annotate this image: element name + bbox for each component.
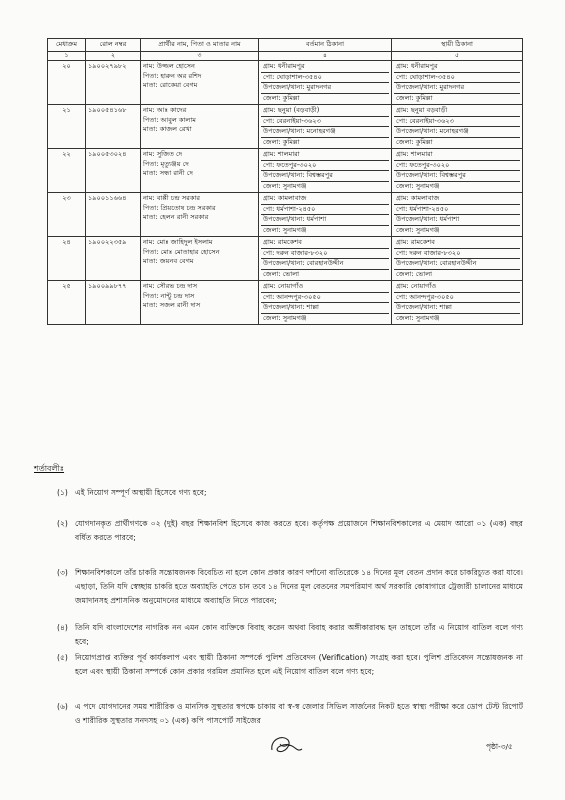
permanent-address-cell (392, 237, 523, 281)
address-line: জেলা: সুনামগঞ্জ (263, 181, 307, 190)
name-line: মাতা: কাজল রেখা (143, 125, 192, 133)
condition-text: শিক্ষানবিশকালে তাঁর চাকরি সন্তোষজনক বিবেচিত না হলে কোন প্রকার কারণ দর্শানো ব্যতিরেকে ১৪ দিনের মূল বেতন প্রদান করে চাকরিচ্যুত করা যাবে। এছাড়া, তিনি যদি স্বেচ্ছায় চাকরি হতে অব্যাহতি পেতে চান তবে ১৪ দিনের মূল বেতনের সমপরিমাণ অর্থ সরকারি কোষাগারে ট্রেজারী চালানের মাধ্যমে জমাদানসহ প্রশাসনিক অনুমোদনের মাধ্যমে অব্যাহতি নিতে পারবেন; (75, 568, 523, 605)
permanent-address-cell (392, 105, 523, 149)
conditions-title: শর্তাবলীঃ (34, 464, 65, 473)
name-line: মাতা: সজল রানী দাস (143, 301, 201, 309)
address-line: পো: বেরনাইয়া-৩৬২৩ (261, 117, 389, 128)
address-line: গ্রাম: কামলাবাজ (394, 194, 520, 205)
address-line: জেলা: কুমিল্লা (396, 93, 433, 102)
address-line: গ্রাম: শালমারা (394, 150, 520, 161)
address-line: পো: আনন্দপুর-৩০৫০ (261, 293, 389, 304)
address-line: গ্রাম: নোয়াগাঁও (394, 282, 520, 293)
col-number: ২ (86, 52, 141, 61)
condition-text: এই নিয়োগ সম্পূর্ণ অস্থায়ী হিসেবে গণ্য হবে; (75, 488, 207, 497)
address-line: উপজেলা/থানা: শাল্লা (261, 303, 389, 314)
header-roll: রোল নম্বর (86, 39, 141, 52)
address-line: পো: দরুন বাজার-৮৩২০ (394, 249, 520, 260)
address-line: গ্রাম: শালমারা (261, 150, 389, 161)
address-line: গ্রাম: নোয়াগাঁও (261, 282, 389, 293)
name-line: পিতা: মোঃ মোতাহার হোসেন (143, 247, 220, 256)
col-number: ৪ (259, 52, 392, 61)
name-cell (141, 105, 259, 149)
address-line: জেলা: কুমিল্লা (263, 137, 300, 146)
condition-number: (২) (57, 519, 68, 528)
serial-cell: ২০ (48, 61, 86, 105)
address-line: পো: ঘোড়াশাল-৩৫৪০ (261, 73, 389, 84)
name-line: মাতা: সন্ধা রানী দে (143, 169, 193, 177)
address-line: পো: বেরনাইয়া-৩৬২৩ (394, 117, 520, 128)
header-present-address: বর্তমান ঠিকানা (259, 39, 392, 52)
address-line: গ্রাম: কামলাবাজ (261, 194, 389, 205)
permanent-address-cell (392, 193, 523, 237)
name-line: পিতা: মৃত্যুঞ্জয় দে (143, 159, 189, 168)
present-address-cell (259, 281, 392, 325)
roll-cell: ১৯০০৫৩০২৪ (86, 149, 141, 193)
present-address-cell (259, 149, 392, 193)
address-line: উপজেলা/থানা: বোরহানউদ্দীন (261, 259, 389, 270)
condition-number: (৪) (57, 623, 68, 632)
roll-cell: ১৯০০৯৯৮৭৭ (86, 281, 141, 325)
col-number: ৫ (392, 52, 523, 61)
address-line: উপজেলা/থানা: মনোহরগঞ্জ (394, 127, 520, 138)
address-line: উপজেলা/থানা: বোরহানউদ্দীন (394, 259, 520, 270)
name-line: নাম: আঃ কাদের (143, 106, 187, 114)
address-line: পো: ফতেপুর-৩০২০ (261, 161, 389, 172)
address-line: উপজেলা/থানা: ধর্মপাশা (261, 215, 389, 226)
name-cell (141, 193, 259, 237)
address-line: উপজেলা/থানা: বিশ্বম্ভরপুর (261, 171, 389, 182)
permanent-address-cell (392, 281, 523, 325)
name-cell (141, 149, 259, 193)
present-address-cell (259, 105, 392, 149)
table-row (48, 281, 523, 325)
name-line: পিতা: হারুন অর রশিদ (143, 71, 202, 80)
roll-cell: ১৯০০২২৩৫৯ (86, 237, 141, 281)
name-cell (141, 237, 259, 281)
condition-number: (৩) (57, 568, 68, 577)
address-line: জেলা: সুনামগঞ্জ (396, 225, 440, 234)
address-line: উপজেলা/থানা: মনোহরগঞ্জ (261, 127, 389, 138)
address-line: উপজেলা/থানা: মুরাদনগর (394, 83, 520, 94)
address-line: উপজেলা/থানা: বিশ্বম্ভরপুর (394, 171, 520, 182)
address-line: জেলা: সুনামগঞ্জ (263, 225, 307, 234)
address-line: জেলা: সুনামগঞ্জ (396, 313, 440, 322)
name-line: মাতা: হেলন রানী সরকার (143, 213, 209, 221)
address-line: জেলা: ভোলা (263, 269, 300, 278)
table-row (48, 237, 523, 281)
present-address-cell (259, 61, 392, 105)
address-line: গ্রাম: ছনুয়া বড়বাড়ী (394, 106, 520, 117)
address-line: উপজেলা/থানা: শাল্লা (394, 303, 520, 314)
name-cell (141, 281, 259, 325)
address-line: জেলা: সুনামগঞ্জ (263, 313, 307, 322)
condition-text: যোগদানকৃত প্রার্থীগণকে ০২ (দুই) বছর শিক্ষানবিশ হিসেবে কাজ করতে হবে। কর্তৃপক্ষ প্রয়োজনে শিক্ষানবিশকালের এ মেয়াদ আরো ০১ (এক) বছর বর্ধিত করতে পারবে; (75, 519, 523, 542)
name-cell (141, 61, 259, 105)
address-line: জেলা: ভোলা (396, 269, 433, 278)
roll-cell: ১৯০০১১৬৬৪ (86, 193, 141, 237)
signature (266, 732, 306, 758)
table-row (48, 149, 523, 193)
table-header-row (48, 39, 523, 52)
roll-cell: ১৯০০২৭৯৮২ (86, 61, 141, 105)
address-line: উপজেলা/থানা: মুরাদনগর (261, 83, 389, 94)
name-line: নাম: বাপ্পী চন্দ্র সরকার (143, 194, 200, 202)
address-line: জেলা: কুমিল্লা (263, 93, 300, 102)
name-line: পিতা: নান্টু চন্দ্র দাস (143, 291, 195, 300)
col-number: ১ (48, 52, 86, 61)
address-line: পো: ফতেপুর-৩০২০ (394, 161, 520, 172)
table-row (48, 193, 523, 237)
address-line: পো: দরুন বাজার-৮৩২০ (261, 249, 389, 260)
condition-number: (৬) (57, 702, 68, 711)
candidate-table (47, 38, 523, 325)
address-line: জেলা: সুনামগঞ্জ (396, 181, 440, 190)
roll-cell: ১৯০০৫৪১৬৮ (86, 105, 141, 149)
table-row (48, 105, 523, 149)
condition-item (57, 566, 523, 608)
serial-cell: ২২ (48, 149, 86, 193)
condition-text: এ পদে যোগদানের সময় শারীরিক ও মানসিক সুস্থতার স্বপক্ষে চাকায় বা স্ব-স্ব জেলার সিভিল সার্জনের নিকট হতে স্বাস্থ্য পরীক্ষা করে ডোপ টেস্ট রিপোর্ট ও শারীরিক সুস্থতার সনদসহ ০১ (এক) কপি পাসপোর্ট সাইজের (75, 702, 523, 725)
name-line: নাম: মোঃ জাহিদুল ইসলাম (143, 238, 213, 246)
name-line: মাতা: জয়নব বেগম (143, 257, 194, 265)
address-line: গ্রাম: রামকেশব (261, 238, 389, 249)
address-line: পো: আনন্দপুর-৩০৫০ (394, 293, 520, 304)
name-line: নাম: সুজিত দে (143, 150, 183, 158)
serial-cell: ২৩ (48, 193, 86, 237)
condition-number: (৫) (57, 653, 68, 662)
name-line: পিতা: আবুল কালাম (143, 115, 196, 124)
name-line: নাম: উজ্জল হোসেন (143, 62, 195, 70)
condition-item (57, 517, 523, 545)
condition-text: নিয়োগপ্রাপ্ত ব্যক্তির পূর্ব কার্যকলাপ এবং স্থায়ী ঠিকানা সম্পর্কে পুলিশ প্রতিবেদন (Verification) সংগ্রহ করা হবে। পুলিশ প্রতিবেদন সন্তোষজনক না হলে এবং স্থায়ী ঠিকানা সম্পর্কে কোন প্রকার গরমিল প্রমানিত হলে এই নিয়োগ বাতিল বলে গণ্য হবে; (75, 653, 523, 676)
address-line: পো: ধর্মপাশা-২৪৫০ (394, 205, 520, 216)
permanent-address-cell (392, 149, 523, 193)
address-line: গ্রাম: ছনুয়া (বড়বাড়ী) (261, 106, 389, 117)
address-line: গ্রাম: ধনীরামপুর (394, 62, 520, 73)
address-line: গ্রাম: রামকেশব (394, 238, 520, 249)
serial-cell: ২১ (48, 105, 86, 149)
name-line: নাম: সৌরভ চন্দ্র দাস (143, 282, 198, 290)
condition-item (57, 651, 523, 679)
condition-item (57, 621, 523, 649)
address-line: উপজেলা/থানা: ধর্মপাশা (394, 215, 520, 226)
condition-text: তিনি যদি বাংলাদেশের নাগরিক নন এমন কোন ব্যক্তিকে বিবাহ করেন অথবা বিবাহ করার অঙ্গীকারাবদ্ধ হন তাহলে তাঁর এ নিয়োগ বাতিল বলে গণ্য হবে; (75, 623, 523, 646)
present-address-cell (259, 193, 392, 237)
col-number: ৩ (141, 52, 259, 61)
address-line: পো: ঘোড়াশাল-৩৫৪০ (394, 73, 520, 84)
serial-cell: ২৪ (48, 237, 86, 281)
condition-item (57, 700, 523, 728)
header-serial: মেধাক্রম (48, 39, 86, 52)
address-line: গ্রাম: ধনীরামপুর (261, 62, 389, 73)
header-permanent-address: স্থায়ী ঠিকানা (392, 39, 523, 52)
column-number-row (48, 52, 523, 61)
permanent-address-cell (392, 61, 523, 105)
address-line: জেলা: কুমিল্লা (396, 137, 433, 146)
header-name: প্রার্থীর নাম, পিতা ও মাতার নাম (141, 39, 259, 52)
present-address-cell (259, 237, 392, 281)
serial-cell: ২৫ (48, 281, 86, 325)
name-line: পিতা: প্রিয়তোষ চন্দ্র সরকার (143, 203, 216, 212)
page-number: পৃষ্ঠা-৩/৫ (486, 742, 513, 751)
name-line: মাতা: রোকেয়া বেগম (143, 81, 198, 89)
condition-item (57, 486, 523, 500)
address-line: পো: ধর্মপাশা-২৪৫০ (261, 205, 389, 216)
condition-number: (১) (57, 488, 68, 497)
table-row (48, 61, 523, 105)
